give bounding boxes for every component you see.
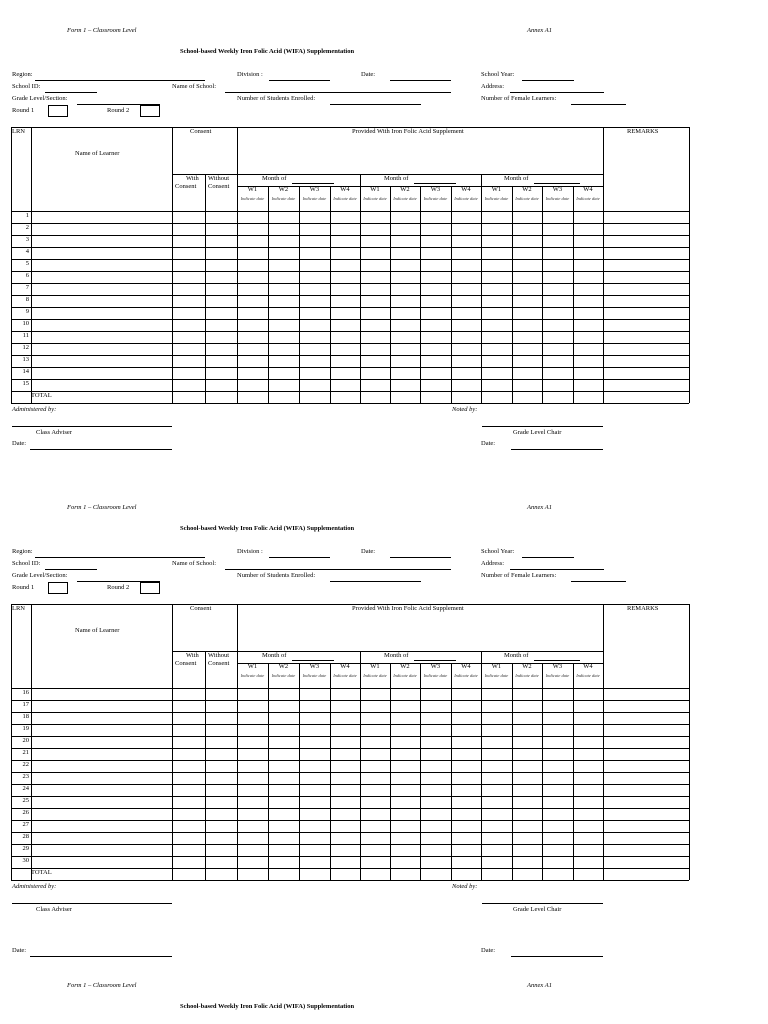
table-row[interactable] xyxy=(31,784,689,796)
week-label: W2 xyxy=(278,663,289,670)
form-label: Form 1 – Classroom Level xyxy=(67,982,137,989)
week-header-cell xyxy=(451,186,481,210)
table-row[interactable] xyxy=(31,832,689,844)
adviser-date-label: Date: xyxy=(12,947,27,954)
name-of-learner-header: Name of Learner xyxy=(75,150,120,157)
column-line xyxy=(689,127,690,403)
date-field[interactable] xyxy=(390,80,451,81)
month-of-label-1: Month of xyxy=(262,652,287,659)
table-row[interactable] xyxy=(31,259,689,271)
form-label: Form 1 – Classroom Level xyxy=(67,27,137,34)
name-of-school-field[interactable] xyxy=(225,569,451,570)
consent-header: Consent xyxy=(190,128,212,135)
name-of-school-label: Name of School: xyxy=(172,560,217,567)
indicate-date-label: Indicate date xyxy=(363,196,387,201)
indicate-date-label: Indicate date xyxy=(454,673,478,678)
indicate-date-label: Indicate date xyxy=(302,196,327,201)
row-number: 17 xyxy=(22,701,29,708)
division-label: Division : xyxy=(237,71,263,78)
table-row[interactable] xyxy=(31,343,689,355)
row-number: 24 xyxy=(22,785,29,792)
week-header-cell xyxy=(237,186,268,210)
month-field-3[interactable] xyxy=(534,660,580,661)
lrn-header: LRN xyxy=(12,605,25,612)
indicate-date-label: Indicate date xyxy=(240,196,265,201)
week-label: W4 xyxy=(583,663,593,670)
annex-label: Annex A1 xyxy=(527,504,552,511)
indicate-date-label: Indicate date xyxy=(423,196,448,201)
school-id-label: School ID: xyxy=(12,83,41,90)
table-row[interactable] xyxy=(31,808,689,820)
row-number: 28 xyxy=(22,833,29,840)
row-number: 20 xyxy=(22,737,29,744)
school-year-label: School Year: xyxy=(481,71,515,78)
week-label: W3 xyxy=(309,186,320,193)
date-field[interactable] xyxy=(390,557,451,558)
total-row-label: TOTAL xyxy=(31,392,52,399)
indicate-date-label: Indicate date xyxy=(393,673,417,678)
date-label: Date: xyxy=(361,71,376,78)
week-label: W3 xyxy=(552,186,563,193)
provided-header: Provided With Iron Folic Acid Supplement xyxy=(352,128,464,135)
num-female-label: Number of Female Learners: xyxy=(481,95,557,102)
division-field[interactable] xyxy=(269,557,330,558)
week-label: W2 xyxy=(400,186,410,193)
name-of-learner-header: Name of Learner xyxy=(75,627,120,634)
week-header-cell xyxy=(420,186,451,210)
school-id-field[interactable] xyxy=(45,569,97,570)
table-row[interactable] xyxy=(31,736,689,748)
week-header-cell xyxy=(268,186,299,210)
without-consent-header-2: Consent xyxy=(208,660,230,667)
week-label: W4 xyxy=(583,186,593,193)
grade-level-chair-label: Grade Level Chair xyxy=(513,906,562,913)
week-label: W1 xyxy=(370,186,380,193)
week-header-cell xyxy=(542,186,573,210)
row-line xyxy=(11,391,689,392)
indicate-date-label: Indicate date xyxy=(333,673,357,678)
address-label: Address: xyxy=(481,83,505,90)
with-consent-header-2: Consent xyxy=(175,660,197,667)
table-row[interactable] xyxy=(31,223,689,235)
month-field-1[interactable] xyxy=(292,660,334,661)
indicate-date-label: Indicate date xyxy=(576,673,600,678)
row-number: 10 xyxy=(22,320,29,327)
row-number: 22 xyxy=(22,761,29,768)
indicate-date-label: Indicate date xyxy=(333,196,357,201)
grade-level-chair-label: Grade Level Chair xyxy=(513,429,562,436)
table-row[interactable] xyxy=(31,247,689,259)
indicate-date-label: Indicate date xyxy=(576,196,600,201)
division-field[interactable] xyxy=(269,80,330,81)
adviser-date-label: Date: xyxy=(12,440,27,447)
table-row[interactable] xyxy=(31,844,689,856)
with-consent-header-2: Consent xyxy=(175,183,197,190)
round1-checkbox[interactable] xyxy=(48,105,68,117)
table-row[interactable] xyxy=(31,688,689,700)
table-row[interactable] xyxy=(31,712,689,724)
indicate-date-label: Indicate date xyxy=(363,673,387,678)
num-students-label: Number of Students Enrolled: xyxy=(237,95,316,102)
num-female-field[interactable] xyxy=(571,104,626,105)
month-field-1[interactable] xyxy=(292,183,334,184)
week-label: W1 xyxy=(247,663,258,670)
table-row[interactable] xyxy=(31,379,689,391)
without-consent-header: Without xyxy=(208,652,230,659)
wifa-form xyxy=(0,477,768,954)
form-title: School-based Weekly Iron Folic Acid (WIFA) Supplementation xyxy=(180,1003,355,1010)
week-header-cell xyxy=(420,663,451,687)
week-header-cell xyxy=(360,663,390,687)
date-label: Date: xyxy=(361,548,376,555)
address-field[interactable] xyxy=(510,92,604,93)
week-header-cell xyxy=(268,663,299,687)
region-label: Region: xyxy=(12,71,33,78)
week-header-cell xyxy=(237,663,268,687)
num-students-field[interactable] xyxy=(330,581,421,582)
division-label: Division : xyxy=(237,548,263,555)
row-number: 30 xyxy=(22,857,29,864)
indicate-date-label: Indicate date xyxy=(423,673,448,678)
table-row[interactable] xyxy=(31,856,689,868)
week-header-cell xyxy=(573,186,603,210)
round2-label: Round 2 xyxy=(107,107,130,114)
table-row[interactable] xyxy=(31,307,689,319)
table-row[interactable] xyxy=(31,367,689,379)
with-consent-header: With xyxy=(186,175,199,182)
row-number: 11 xyxy=(22,332,29,339)
row-number: 1 xyxy=(25,212,29,219)
table-row[interactable] xyxy=(31,748,689,760)
row-number: 15 xyxy=(22,380,29,387)
annex-label: Annex A1 xyxy=(527,982,552,989)
table-row[interactable] xyxy=(31,820,689,832)
month-field-2[interactable] xyxy=(414,183,456,184)
round2-checkbox[interactable] xyxy=(140,582,160,594)
region-label: Region: xyxy=(12,548,33,555)
row-number: 29 xyxy=(22,845,29,852)
form-label: Form 1 – Classroom Level xyxy=(67,504,137,511)
row-number: 8 xyxy=(25,296,29,303)
week-header-cell xyxy=(360,186,390,210)
table-row[interactable] xyxy=(31,700,689,712)
week-header-cell xyxy=(512,186,542,210)
table-row[interactable] xyxy=(31,271,689,283)
table-row[interactable] xyxy=(31,796,689,808)
table-row[interactable] xyxy=(31,355,689,367)
week-label: W3 xyxy=(309,663,320,670)
row-number: 13 xyxy=(22,356,29,363)
class-adviser-label: Class Adviser xyxy=(36,429,72,436)
school-year-label: School Year: xyxy=(481,548,515,555)
num-female-label: Number of Female Learners: xyxy=(481,572,557,579)
remarks-header: REMARKS xyxy=(627,605,659,612)
row-number: 4 xyxy=(25,248,29,255)
form-title: School-based Weekly Iron Folic Acid (WIFA) Supplementation xyxy=(180,48,355,55)
row-number: 25 xyxy=(22,797,29,804)
num-female-field[interactable] xyxy=(571,581,626,582)
table-row[interactable] xyxy=(31,760,689,772)
row-number: 12 xyxy=(22,344,29,351)
month-of-label-2: Month of xyxy=(384,175,409,182)
week-header-cell xyxy=(542,663,573,687)
row-number: 14 xyxy=(22,368,29,375)
name-of-school-field[interactable] xyxy=(225,92,451,93)
round1-checkbox[interactable] xyxy=(48,582,68,594)
week-header-cell xyxy=(451,663,481,687)
week-label: W3 xyxy=(430,663,441,670)
row-number: 7 xyxy=(25,284,29,291)
school-id-field[interactable] xyxy=(45,92,97,93)
week-header-cell xyxy=(330,186,360,210)
form-title: School-based Weekly Iron Folic Acid (WIFA) Supplementation xyxy=(180,525,355,532)
row-number: 2 xyxy=(25,224,29,231)
week-label: W4 xyxy=(461,186,471,193)
week-label: W3 xyxy=(552,663,563,670)
noted-by-label: Noted by: xyxy=(452,406,478,413)
table-row[interactable] xyxy=(31,724,689,736)
indicate-date-label: Indicate date xyxy=(515,196,539,201)
indicate-date-label: Indicate date xyxy=(454,196,478,201)
table-row[interactable] xyxy=(31,295,689,307)
address-label: Address: xyxy=(481,560,505,567)
indicate-date-label: Indicate date xyxy=(545,673,570,678)
week-label: W1 xyxy=(491,663,502,670)
row-number: 6 xyxy=(25,272,29,279)
week-label: W2 xyxy=(400,663,410,670)
table-row[interactable] xyxy=(31,235,689,247)
column-line xyxy=(689,604,690,880)
week-header-cell xyxy=(390,663,420,687)
region-field[interactable] xyxy=(35,557,205,558)
row-number: 19 xyxy=(22,725,29,732)
week-header-cell xyxy=(299,186,330,210)
week-header-cell xyxy=(512,663,542,687)
row-line xyxy=(11,880,689,881)
grade-level-label: Grade Level/Section: xyxy=(12,572,68,579)
total-row-label: TOTAL xyxy=(31,869,52,876)
round1-label: Round 1 xyxy=(12,107,35,114)
provided-header: Provided With Iron Folic Acid Supplement xyxy=(352,605,464,612)
table-row[interactable] xyxy=(31,283,689,295)
annex-label: Annex A1 xyxy=(527,27,552,34)
chair-date-label: Date: xyxy=(481,440,496,447)
week-label: W1 xyxy=(370,663,380,670)
region-field[interactable] xyxy=(35,80,205,81)
week-header-cell xyxy=(299,663,330,687)
table-row[interactable] xyxy=(31,772,689,784)
week-label: W3 xyxy=(430,186,441,193)
table-top-border xyxy=(11,604,689,605)
row-number: 5 xyxy=(25,260,29,267)
row-number: 26 xyxy=(22,809,29,816)
round1-label: Round 1 xyxy=(12,584,35,591)
indicate-date-label: Indicate date xyxy=(393,196,417,201)
remarks-header: REMARKS xyxy=(627,128,659,135)
class-adviser-signature-line[interactable] xyxy=(12,426,172,427)
wifa-form xyxy=(0,0,768,470)
indicate-date-label: Indicate date xyxy=(484,673,509,678)
row-number: 3 xyxy=(25,236,29,243)
week-label: W2 xyxy=(522,186,532,193)
indicate-date-label: Indicate date xyxy=(271,673,296,678)
num-students-field[interactable] xyxy=(330,104,421,105)
row-number: 27 xyxy=(22,821,29,828)
class-adviser-signature-line[interactable] xyxy=(12,903,172,904)
administered-by-label: Administered by: xyxy=(12,406,57,413)
indicate-date-label: Indicate date xyxy=(302,673,327,678)
row-number: 9 xyxy=(25,308,29,315)
table-row[interactable] xyxy=(31,319,689,331)
wifa-form-partial xyxy=(0,955,768,1024)
week-header-cell xyxy=(330,663,360,687)
week-label: W2 xyxy=(278,186,289,193)
month-of-label-3: Month of xyxy=(504,652,529,659)
round2-label: Round 2 xyxy=(107,584,130,591)
week-label: W4 xyxy=(461,663,471,670)
lrn-header: LRN xyxy=(12,128,25,135)
grade-level-chair-signature-line[interactable] xyxy=(482,903,603,904)
week-header-cell xyxy=(573,663,603,687)
month-of-label-3: Month of xyxy=(504,175,529,182)
school-year-field[interactable] xyxy=(522,80,574,81)
week-label: W4 xyxy=(340,663,350,670)
week-label: W4 xyxy=(340,186,350,193)
with-consent-header: With xyxy=(186,652,199,659)
month-field-3[interactable] xyxy=(534,183,580,184)
chair-date-label: Date: xyxy=(481,947,496,954)
month-of-label-2: Month of xyxy=(384,652,409,659)
row-number: 23 xyxy=(22,773,29,780)
name-of-school-label: Name of School: xyxy=(172,83,217,90)
school-id-label: School ID: xyxy=(12,560,41,567)
address-field[interactable] xyxy=(510,569,604,570)
class-adviser-label: Class Adviser xyxy=(36,906,72,913)
row-number: 21 xyxy=(22,749,29,756)
round2-checkbox[interactable] xyxy=(140,105,160,117)
row-number: 18 xyxy=(22,713,29,720)
grade-level-label: Grade Level/Section: xyxy=(12,95,68,102)
num-students-label: Number of Students Enrolled: xyxy=(237,572,316,579)
week-header-cell xyxy=(481,186,512,210)
row-line xyxy=(11,403,689,404)
indicate-date-label: Indicate date xyxy=(484,196,509,201)
week-label: W2 xyxy=(522,663,532,670)
month-of-label-1: Month of xyxy=(262,175,287,182)
row-number: 16 xyxy=(22,689,29,696)
table-row[interactable] xyxy=(31,211,689,223)
administered-by-label: Administered by: xyxy=(12,883,57,890)
indicate-date-label: Indicate date xyxy=(240,673,265,678)
chair-date-field[interactable] xyxy=(511,449,603,450)
without-consent-header: Without xyxy=(208,175,230,182)
row-line xyxy=(11,868,689,869)
week-label: W1 xyxy=(491,186,502,193)
table-row[interactable] xyxy=(31,331,689,343)
without-consent-header-2: Consent xyxy=(208,183,230,190)
indicate-date-label: Indicate date xyxy=(545,196,570,201)
table-top-border xyxy=(11,127,689,128)
noted-by-label: Noted by: xyxy=(452,883,478,890)
week-header-cell xyxy=(390,186,420,210)
indicate-date-label: Indicate date xyxy=(271,196,296,201)
week-label: W1 xyxy=(247,186,258,193)
school-year-field[interactable] xyxy=(522,557,574,558)
adviser-date-field[interactable] xyxy=(30,449,172,450)
month-field-2[interactable] xyxy=(414,660,456,661)
week-header-cell xyxy=(481,663,512,687)
consent-header: Consent xyxy=(190,605,212,612)
indicate-date-label: Indicate date xyxy=(515,673,539,678)
grade-level-chair-signature-line[interactable] xyxy=(482,426,603,427)
